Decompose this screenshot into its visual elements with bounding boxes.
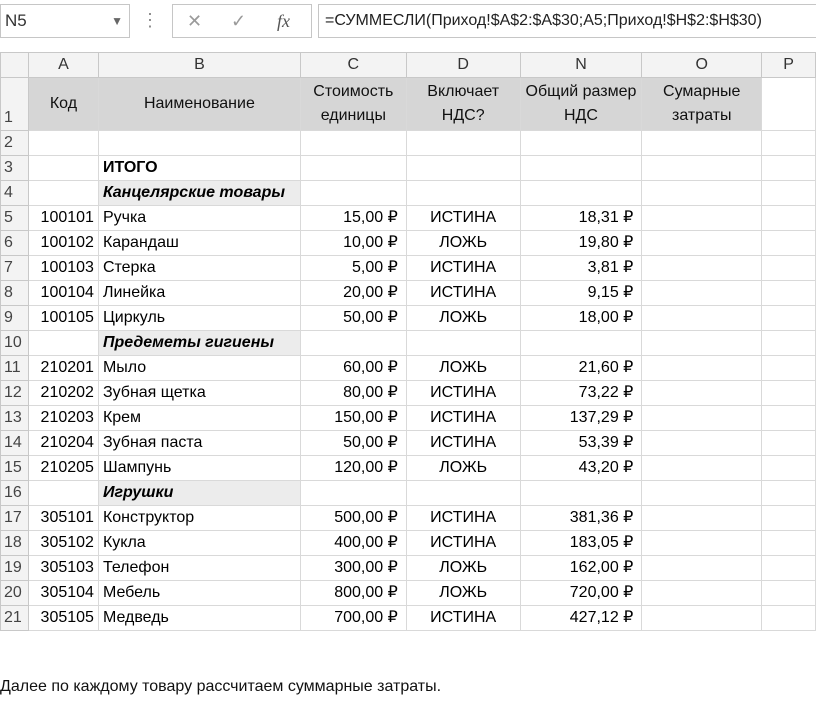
- header-total-cost[interactable]: Сумарные затраты: [642, 78, 762, 131]
- row-header[interactable]: 3: [1, 156, 29, 181]
- header-vat-total[interactable]: Общий размер НДС: [520, 78, 642, 131]
- cell-p[interactable]: [762, 156, 816, 181]
- cell-vat-total[interactable]: 162,00 ₽: [520, 556, 642, 581]
- cell-p[interactable]: [762, 256, 816, 281]
- row-header[interactable]: 5: [1, 206, 29, 231]
- row-header[interactable]: 1: [1, 78, 29, 131]
- table-row: [1, 256, 816, 281]
- cell-vat-total[interactable]: 427,12 ₽: [520, 606, 642, 631]
- table-row: [1, 356, 816, 381]
- cell-unit-cost[interactable]: 700,00 ₽: [300, 606, 406, 631]
- row-header[interactable]: 19: [1, 556, 29, 581]
- cell-total-cost[interactable]: [642, 556, 762, 581]
- cell-total-cost[interactable]: [642, 181, 762, 206]
- cell-vat-included[interactable]: [406, 131, 520, 156]
- cell-vat-included[interactable]: ИСТИНА: [406, 606, 520, 631]
- cell-total-cost[interactable]: [642, 431, 762, 456]
- cell-vat-total[interactable]: 18,00 ₽: [520, 306, 642, 331]
- cell-code[interactable]: 100104: [28, 281, 98, 306]
- cell-name[interactable]: Конструктор: [98, 506, 300, 531]
- cell-code[interactable]: [28, 481, 98, 506]
- cell-vat-total[interactable]: 73,22 ₽: [520, 381, 642, 406]
- cell-vat-total[interactable]: 43,20 ₽: [520, 456, 642, 481]
- more-options-icon[interactable]: ⋮: [141, 10, 159, 30]
- table-row: [1, 281, 816, 306]
- cell-name[interactable]: Линейка: [98, 281, 300, 306]
- cell-p[interactable]: [762, 481, 816, 506]
- cell-total-cost[interactable]: [642, 531, 762, 556]
- cell-code[interactable]: 210201: [28, 356, 98, 381]
- formula-input[interactable]: =СУММЕСЛИ(Приход!$A$2:$A$30;A5;Приход!$H$2:$H$30): [318, 4, 816, 38]
- cell-code[interactable]: [28, 181, 98, 206]
- row-header[interactable]: 16: [1, 481, 29, 506]
- cell-total-cost[interactable]: [642, 331, 762, 356]
- cell-unit-cost[interactable]: 400,00 ₽: [300, 531, 406, 556]
- cell-vat-total[interactable]: 19,80 ₽: [520, 231, 642, 256]
- cell-total-cost[interactable]: [642, 481, 762, 506]
- table-row: [1, 206, 816, 231]
- cell-name[interactable]: Зубная щетка: [98, 381, 300, 406]
- cell-vat-total[interactable]: 720,00 ₽: [520, 581, 642, 606]
- cell-vat-included[interactable]: [406, 481, 520, 506]
- cell-vat-included[interactable]: ЛОЖЬ: [406, 306, 520, 331]
- cell-p[interactable]: [762, 331, 816, 356]
- cell-vat-total[interactable]: [520, 156, 642, 181]
- cell-vat-total[interactable]: 137,29 ₽: [520, 406, 642, 431]
- table-row: [1, 556, 816, 581]
- cell-vat-included[interactable]: [406, 156, 520, 181]
- column-header-b[interactable]: B: [98, 53, 300, 78]
- cell-vat-included[interactable]: [406, 331, 520, 356]
- cell-p[interactable]: [762, 78, 816, 131]
- cell-code[interactable]: 100103: [28, 256, 98, 281]
- cell-p[interactable]: [762, 506, 816, 531]
- cell-name[interactable]: [98, 131, 300, 156]
- row-header[interactable]: 18: [1, 531, 29, 556]
- table-row: [1, 581, 816, 606]
- table-row: [1, 431, 816, 456]
- cell-total-cost[interactable]: [642, 381, 762, 406]
- column-headers: [1, 53, 816, 78]
- table-row: [1, 481, 816, 506]
- column-header-o[interactable]: O: [642, 53, 762, 78]
- cell-name[interactable]: Карандаш: [98, 231, 300, 256]
- cell-p[interactable]: [762, 181, 816, 206]
- sheet-bottom-edge: [0, 655, 816, 675]
- cell-total-cost[interactable]: [642, 206, 762, 231]
- name-box-value: N5: [5, 11, 27, 30]
- cell-vat-total[interactable]: [520, 181, 642, 206]
- cell-p[interactable]: [762, 131, 816, 156]
- fx-icon[interactable]: fx: [277, 11, 290, 31]
- cell-p[interactable]: [762, 356, 816, 381]
- cell-unit-cost[interactable]: 50,00 ₽: [300, 306, 406, 331]
- cell-name[interactable]: Телефон: [98, 556, 300, 581]
- cell-p[interactable]: [762, 281, 816, 306]
- cell-total-cost[interactable]: [642, 281, 762, 306]
- spreadsheet-grid: [0, 52, 816, 631]
- table-row: [1, 506, 816, 531]
- formula-buttons: [172, 4, 312, 38]
- formula-bar: [0, 0, 816, 42]
- cell-code[interactable]: 100101: [28, 206, 98, 231]
- table-row: [1, 156, 816, 181]
- cell-vat-included[interactable]: ИСТИНА: [406, 281, 520, 306]
- cell-name[interactable]: Стерка: [98, 256, 300, 281]
- cell-total-cost[interactable]: [642, 306, 762, 331]
- column-header-p[interactable]: P: [762, 53, 816, 78]
- cell-vat-total[interactable]: [520, 481, 642, 506]
- cell-vat-included[interactable]: ИСТИНА: [406, 206, 520, 231]
- cell-vat-total[interactable]: 3,81 ₽: [520, 256, 642, 281]
- cell-total-cost[interactable]: [642, 581, 762, 606]
- row-header[interactable]: 14: [1, 431, 29, 456]
- table-row: [1, 131, 816, 156]
- cell-p[interactable]: [762, 231, 816, 256]
- cell-unit-cost[interactable]: 50,00 ₽: [300, 431, 406, 456]
- cell-vat-total[interactable]: 381,36 ₽: [520, 506, 642, 531]
- table-row: [1, 231, 816, 256]
- header-code[interactable]: Код: [28, 78, 98, 131]
- cell-total-cost[interactable]: [642, 156, 762, 181]
- cell-vat-included[interactable]: ИСТИНА: [406, 256, 520, 281]
- cell-name[interactable]: Предеметы гигиены: [98, 331, 300, 356]
- cell-p[interactable]: [762, 581, 816, 606]
- cell-name[interactable]: Медведь: [98, 606, 300, 631]
- cell-total-cost[interactable]: [642, 456, 762, 481]
- cell-unit-cost[interactable]: 20,00 ₽: [300, 281, 406, 306]
- cell-vat-total[interactable]: 21,60 ₽: [520, 356, 642, 381]
- cell-vat-included[interactable]: ИСТИНА: [406, 431, 520, 456]
- select-all-corner[interactable]: [1, 53, 29, 78]
- cell-p[interactable]: [762, 406, 816, 431]
- cell-code[interactable]: 305102: [28, 531, 98, 556]
- table-row: [1, 181, 816, 206]
- table-row: [1, 331, 816, 356]
- cell-p[interactable]: [762, 431, 816, 456]
- table-row: [1, 456, 816, 481]
- cell-p[interactable]: [762, 556, 816, 581]
- cell-total-cost[interactable]: [642, 506, 762, 531]
- caption-text: Далее по каждому товару рассчитаем суммарные затраты.: [0, 678, 442, 695]
- table-row: [1, 381, 816, 406]
- cell-p[interactable]: [762, 306, 816, 331]
- name-box[interactable]: [0, 4, 130, 38]
- cell-vat-included[interactable]: ЛОЖЬ: [406, 556, 520, 581]
- cancel-icon[interactable]: ✕: [187, 11, 203, 31]
- cell-code[interactable]: [28, 131, 98, 156]
- cell-unit-cost[interactable]: [300, 331, 406, 356]
- chevron-down-icon[interactable]: ▼: [111, 14, 123, 28]
- cell-unit-cost[interactable]: 60,00 ₽: [300, 356, 406, 381]
- column-header-c[interactable]: C: [300, 53, 406, 78]
- cell-total-cost[interactable]: [642, 131, 762, 156]
- cell-unit-cost[interactable]: 150,00 ₽: [300, 406, 406, 431]
- cell-total-cost[interactable]: [642, 256, 762, 281]
- cell-name[interactable]: Игрушки: [98, 481, 300, 506]
- cell-vat-total[interactable]: [520, 331, 642, 356]
- cell-unit-cost[interactable]: 300,00 ₽: [300, 556, 406, 581]
- row-header[interactable]: 17: [1, 506, 29, 531]
- cell-vat-total[interactable]: 53,39 ₽: [520, 431, 642, 456]
- cell-name[interactable]: Шампунь: [98, 456, 300, 481]
- cell-total-cost[interactable]: [642, 606, 762, 631]
- cell-vat-total[interactable]: [520, 131, 642, 156]
- header-unit-cost[interactable]: Стоимость единицы: [300, 78, 406, 131]
- row-header[interactable]: 13: [1, 406, 29, 431]
- column-header-d[interactable]: D: [406, 53, 520, 78]
- cell-unit-cost[interactable]: 80,00 ₽: [300, 381, 406, 406]
- cell-vat-included[interactable]: ЛОЖЬ: [406, 356, 520, 381]
- cell-vat-included[interactable]: [406, 181, 520, 206]
- cell-name[interactable]: Кукла: [98, 531, 300, 556]
- cell-name[interactable]: ИТОГО: [98, 156, 300, 181]
- row-header[interactable]: 9: [1, 306, 29, 331]
- table-row: [1, 606, 816, 631]
- cell-vat-included[interactable]: ЛОЖЬ: [406, 231, 520, 256]
- cell-code[interactable]: 210202: [28, 381, 98, 406]
- cell-code[interactable]: 305105: [28, 606, 98, 631]
- row-header[interactable]: 11: [1, 356, 29, 381]
- table-row: [1, 306, 816, 331]
- cell-name[interactable]: Крем: [98, 406, 300, 431]
- cell-code[interactable]: 100105: [28, 306, 98, 331]
- row-header[interactable]: 20: [1, 581, 29, 606]
- table-row: [1, 531, 816, 556]
- cell-unit-cost[interactable]: 800,00 ₽: [300, 581, 406, 606]
- cell-total-cost[interactable]: [642, 356, 762, 381]
- cell-name[interactable]: Циркуль: [98, 306, 300, 331]
- cell-vat-total[interactable]: 9,15 ₽: [520, 281, 642, 306]
- cell-code[interactable]: 210203: [28, 406, 98, 431]
- cell-p[interactable]: [762, 456, 816, 481]
- cell-p[interactable]: [762, 606, 816, 631]
- cell-vat-included[interactable]: ЛОЖЬ: [406, 581, 520, 606]
- cell-unit-cost[interactable]: 15,00 ₽: [300, 206, 406, 231]
- cell-name[interactable]: Канцелярские товары: [98, 181, 300, 206]
- cell-code[interactable]: 100102: [28, 231, 98, 256]
- cell-unit-cost[interactable]: [300, 181, 406, 206]
- cell-total-cost[interactable]: [642, 231, 762, 256]
- cell-code[interactable]: 305103: [28, 556, 98, 581]
- cell-vat-included[interactable]: ИСТИНА: [406, 406, 520, 431]
- cell-code[interactable]: 210204: [28, 431, 98, 456]
- cell-p[interactable]: [762, 381, 816, 406]
- cell-name[interactable]: Ручка: [98, 206, 300, 231]
- header-name[interactable]: Наименование: [98, 78, 300, 131]
- enter-icon[interactable]: ✓: [231, 11, 247, 31]
- cell-vat-included[interactable]: ЛОЖЬ: [406, 456, 520, 481]
- row-header[interactable]: 6: [1, 231, 29, 256]
- cell-name[interactable]: Мебель: [98, 581, 300, 606]
- cell-name[interactable]: Мыло: [98, 356, 300, 381]
- cell-code[interactable]: 305101: [28, 506, 98, 531]
- row-header[interactable]: 15: [1, 456, 29, 481]
- cell-vat-included[interactable]: ИСТИНА: [406, 531, 520, 556]
- row-header[interactable]: 21: [1, 606, 29, 631]
- cell-unit-cost[interactable]: 500,00 ₽: [300, 506, 406, 531]
- cell-unit-cost[interactable]: 5,00 ₽: [300, 256, 406, 281]
- cell-name[interactable]: Зубная паста: [98, 431, 300, 456]
- cell-vat-total[interactable]: 18,31 ₽: [520, 206, 642, 231]
- header-vat-included[interactable]: Включает НДС?: [406, 78, 520, 131]
- row-header[interactable]: 2: [1, 131, 29, 156]
- table-row: [1, 406, 816, 431]
- cell-unit-cost[interactable]: 10,00 ₽: [300, 231, 406, 256]
- cell-code[interactable]: 305104: [28, 581, 98, 606]
- cell-vat-included[interactable]: ИСТИНА: [406, 506, 520, 531]
- row-header[interactable]: 7: [1, 256, 29, 281]
- cell-p[interactable]: [762, 206, 816, 231]
- column-header-a[interactable]: A: [28, 53, 98, 78]
- cell-code[interactable]: [28, 331, 98, 356]
- cell-vat-total[interactable]: 183,05 ₽: [520, 531, 642, 556]
- table-header-row: [1, 78, 816, 131]
- cell-p[interactable]: [762, 531, 816, 556]
- cell-code[interactable]: 210205: [28, 456, 98, 481]
- row-header[interactable]: 10: [1, 331, 29, 356]
- cell-unit-cost[interactable]: [300, 156, 406, 181]
- row-header[interactable]: 12: [1, 381, 29, 406]
- column-header-n[interactable]: N: [520, 53, 642, 78]
- cell-total-cost[interactable]: [642, 406, 762, 431]
- cell-code[interactable]: [28, 156, 98, 181]
- cell-unit-cost[interactable]: 120,00 ₽: [300, 456, 406, 481]
- cell-unit-cost[interactable]: [300, 481, 406, 506]
- cell-vat-included[interactable]: ИСТИНА: [406, 381, 520, 406]
- row-header[interactable]: 4: [1, 181, 29, 206]
- sheet-table: [0, 52, 816, 631]
- row-header[interactable]: 8: [1, 281, 29, 306]
- cell-unit-cost[interactable]: [300, 131, 406, 156]
